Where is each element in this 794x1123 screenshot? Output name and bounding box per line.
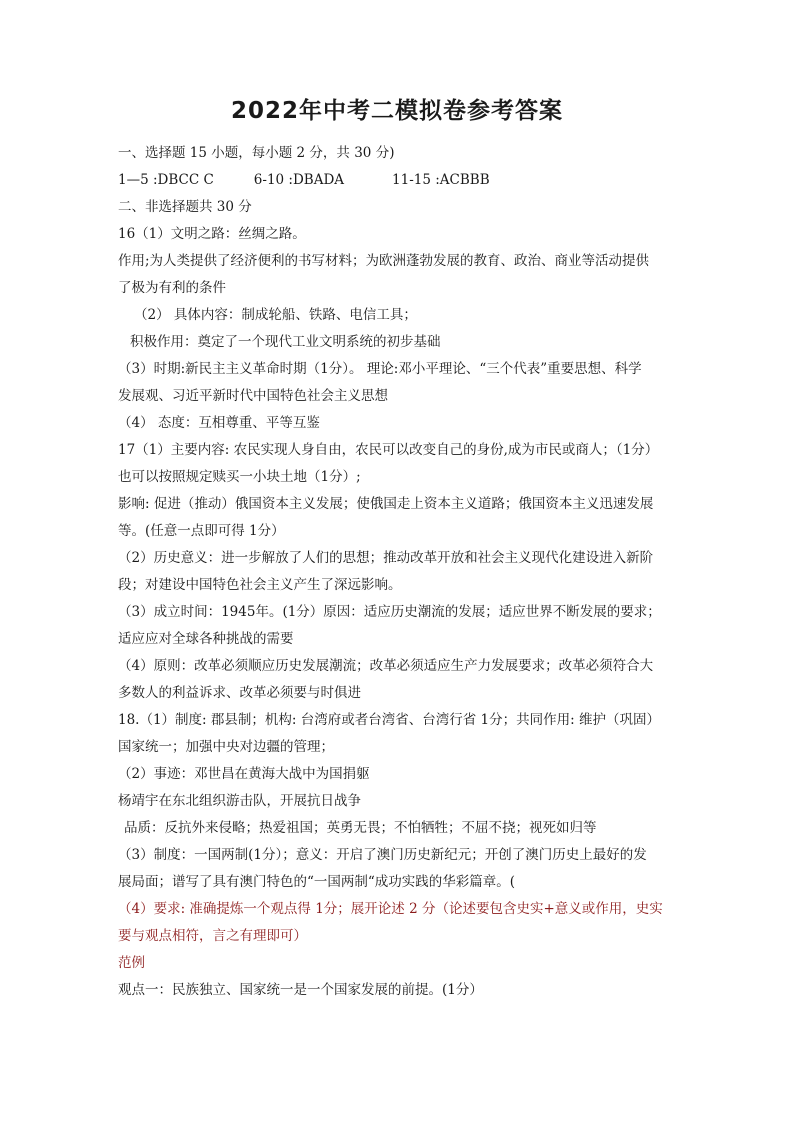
answer-line: （3）制度：一国两制(1分）；意义：开启了澳门历史新纪元；开创了澳门历史上最好的发 bbox=[118, 847, 647, 863]
page-title: 2022年中考二模拟卷参考答案 bbox=[230, 98, 563, 124]
answer-line: 多数人的利益诉求、改革必须要与时俱进 bbox=[118, 685, 361, 701]
answer-line: （3）时期:新民主主义革命时期（1分）。 理论:邓小平理论、“三个代表”重要思想、科学 bbox=[118, 361, 642, 377]
answer-line: （2）事迹：邓世昌在黄海大战中为国捐躯 bbox=[118, 766, 370, 782]
answer-line: 发展观、习近平新时代中国特色社会主义思想 bbox=[118, 388, 388, 404]
answer-line: 18.（1）制度: 郡县制；机构: 台湾府或者台湾省、台湾行省 1分；共同作用: 维护（巩固） bbox=[118, 712, 660, 728]
answer-line: （3）成立时间：1945年。(1分）原因：适应历史潮流的发展；适应世界不断发展的要求； bbox=[118, 604, 661, 620]
answer-line: 17（1）主要内容: 农民实现人身自由，农民可以改变自己的身份,成为市民或商人；（1分） bbox=[118, 442, 659, 458]
answer-line: 段；对建设中国特色社会主义产生了深远影响。 bbox=[118, 577, 402, 593]
mc-answers-6-10: 6-10 :DBADA bbox=[253, 172, 345, 188]
answer-line: （4） 态度：互相尊重、平等互鉴 bbox=[118, 415, 320, 431]
section2-heading: 二、非选择题共 30 分 bbox=[118, 199, 252, 215]
answer-line: 了极为有利的条件 bbox=[118, 280, 226, 296]
answer-line: 品质：反抗外来侵略；热爱祖国；英勇无畏；不怕牺牲；不屈不挠；视死如归等 bbox=[124, 820, 597, 836]
answer-line-requirement: 要与观点相符，言之有理即可） bbox=[118, 928, 307, 944]
answer-line: 16（1）文明之路：丝绸之路。 bbox=[118, 226, 306, 242]
answer-line: 积极作用：奠定了一个现代工业文明系统的初步基础 bbox=[130, 334, 441, 350]
answer-line: （4）原则：改革必须顺应历史发展潮流；改革必须适应生产力发展要求；改革必须符合大 bbox=[118, 658, 654, 674]
mc-answers-11-15: 11-15 :ACBBB bbox=[392, 172, 490, 188]
section1-heading: 一、选择题 15 小题，每小题 2 分，共 30 分) bbox=[118, 145, 395, 161]
answer-line: （2）历史意义：进一步解放了人们的思想；推动改革开放和社会主义现代化建设进入新阶 bbox=[118, 550, 654, 566]
answer-line: （2） 具体内容：制成轮船、铁路、电信工具； bbox=[134, 307, 417, 323]
answer-line: 杨靖宇在东北组织游击队，开展抗日战争 bbox=[118, 793, 361, 809]
answer-line-requirement: （4）要求: 准确提炼一个观点得 1分；展开论述 2 分（论述要包含史实+意义或作用，史实 bbox=[118, 901, 663, 917]
answer-line: 影响: 促进（推动）俄国资本主义发展；使俄国走上资本主义道路；俄国资本主义迅速发展 bbox=[118, 496, 654, 512]
answer-line: 也可以按照规定赎买一小块土地（1分）; bbox=[118, 469, 361, 485]
answer-line: 作用;为人类提供了经济便利的书写材料；为欧洲蓬勃发展的教育、政治、商业等活动提供 bbox=[118, 253, 650, 269]
mc-answer-row bbox=[118, 167, 688, 194]
mc-answers-1-5: 1—5 :DBCC C bbox=[118, 172, 214, 188]
answer-line: 等。(任意一点即可得 1分） bbox=[118, 523, 285, 539]
answer-line: 适应应对全球各种挑战的需要 bbox=[118, 631, 294, 647]
example-heading: 范例 bbox=[118, 955, 145, 971]
answer-line: 国家统一；加强中央对边疆的管理； bbox=[118, 739, 334, 755]
answer-line: 展局面；谱写了具有澳门特色的“一国两制“成功实践的华彩篇章。( bbox=[118, 874, 516, 890]
answer-line: 观点一：民族独立、国家统一是一个国家发展的前提。(1分） bbox=[118, 982, 483, 998]
